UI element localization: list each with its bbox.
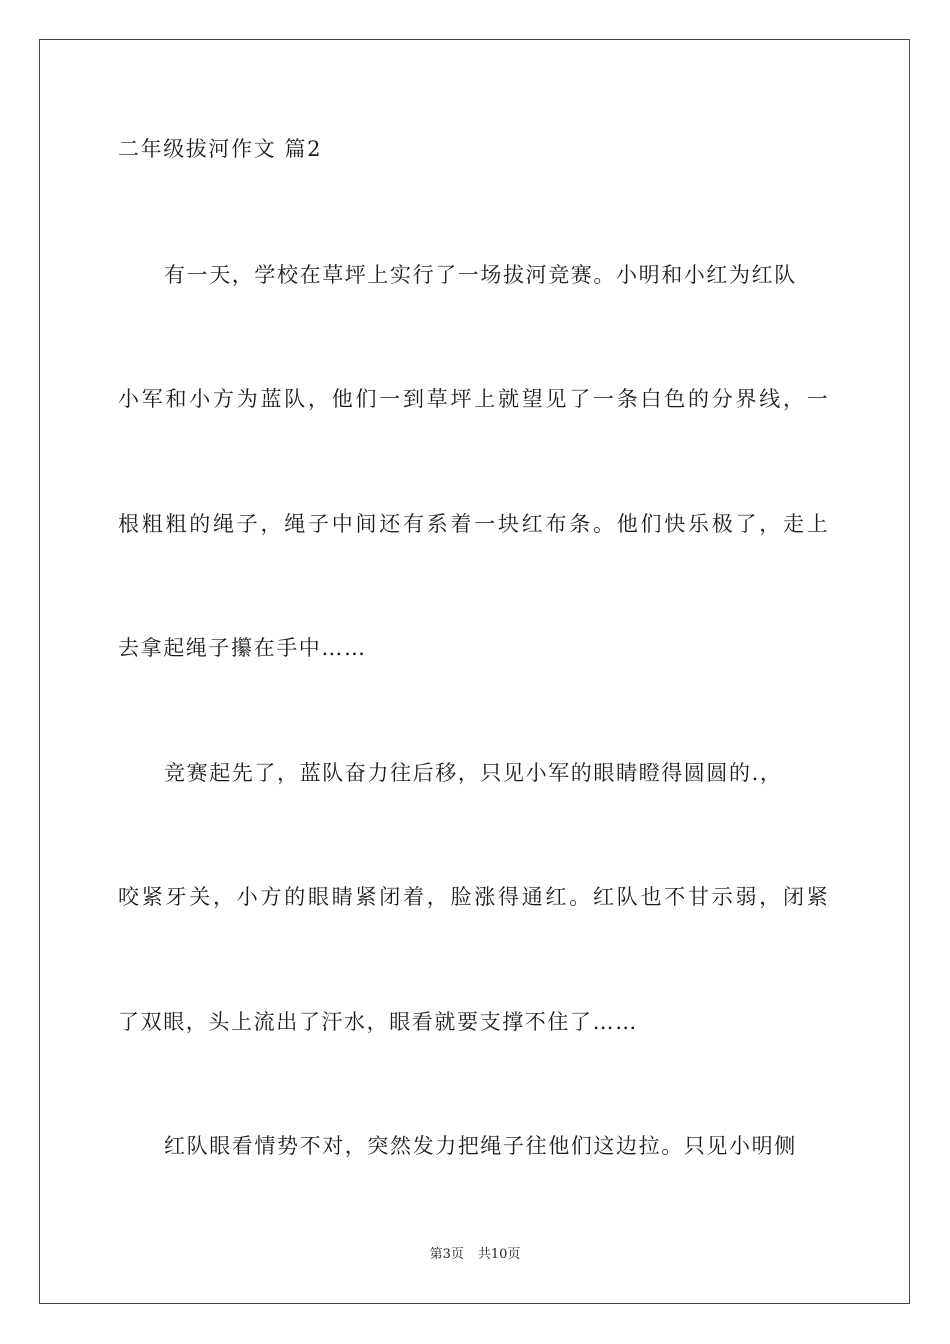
paragraph-2-line-3: 了双眼，头上流出了汗水，眼看就要支撑不住了…… [118, 1010, 638, 1034]
page-footer [0, 1246, 950, 1264]
paragraph-3-line-1: 红队眼看情势不对，突然发力把绳子往他们这边拉。只见小明侧 [164, 1134, 797, 1158]
paragraph-1-line-4: 去拿起绳子攥在手中…… [118, 636, 367, 660]
page-number: 第3页 [429, 1247, 464, 1262]
essay-heading: 二年级拔河作文 篇2 [118, 137, 323, 161]
total-pages: 共10页 [477, 1247, 521, 1262]
paragraph-2-line-2: 咬紧牙关，小方的眼睛紧闭着，脸涨得通红。红队也不甘示弱，闭紧 [118, 885, 831, 909]
paragraph-1-line-1: 有一天，学校在草坪上实行了一场拔河竞赛。小明和小红为红队 [164, 263, 797, 287]
paragraph-2-line-1: 竞赛起先了，蓝队奋力往后移，只见小军的眼睛瞪得圆圆的.， [164, 761, 783, 785]
page-border [39, 39, 910, 1304]
paragraph-1-line-2: 小军和小方为蓝队，他们一到草坪上就望见了一条白色的分界线，一 [118, 387, 831, 411]
paragraph-1-line-3: 根粗粗的绳子，绳子中间还有系着一块红布条。他们快乐极了，走上 [118, 512, 831, 536]
